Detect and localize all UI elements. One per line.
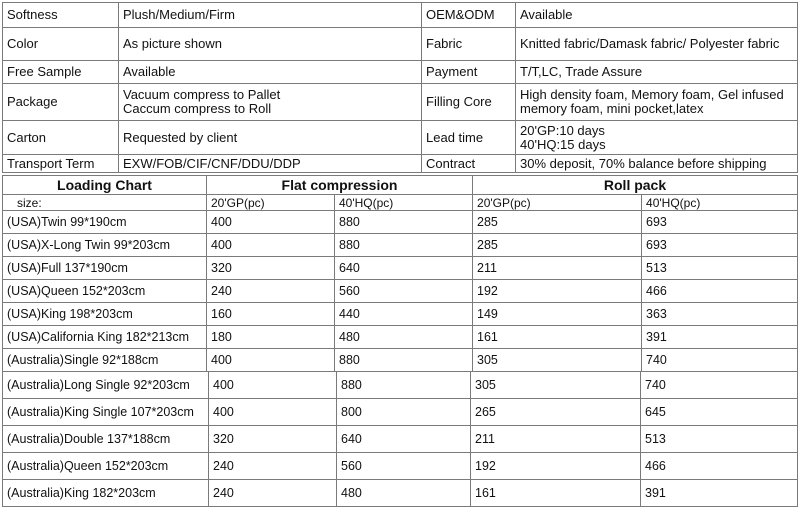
table-row — [3, 399, 798, 426]
leadtime-line-1: 20'GP:10 days — [520, 122, 605, 138]
roll-40hq-cell: 391 — [641, 480, 798, 507]
spec-row-package — [3, 84, 798, 121]
flat-20gp-header: 20'GP(pc) — [207, 195, 335, 211]
spec-value-softness: Plush/Medium/Firm — [119, 3, 422, 28]
flat-40hq-cell: 880 — [335, 234, 473, 257]
spec-label-fabric: Fabric — [422, 28, 516, 61]
spec-label-payment: Payment — [422, 61, 516, 84]
roll-40hq-cell: 645 — [641, 399, 798, 426]
roll-40hq-cell: 740 — [642, 349, 798, 372]
size-cell: (Australia)Double 137*188cm — [3, 426, 209, 453]
spec-value-sample: Available — [119, 61, 422, 84]
table-row — [3, 234, 798, 257]
roll-40hq-cell: 363 — [642, 303, 798, 326]
flat-40hq-cell: 640 — [335, 257, 473, 280]
size-cell: (Australia)Single 92*188cm — [3, 349, 207, 372]
table-row — [3, 326, 798, 349]
loading-header-row — [3, 176, 798, 195]
size-cell: (Australia)Long Single 92*203cm — [3, 372, 209, 399]
roll-20gp-cell: 192 — [471, 453, 641, 480]
roll-40hq-cell: 693 — [642, 211, 798, 234]
roll-40hq-cell: 513 — [642, 257, 798, 280]
flat-40hq-cell: 440 — [335, 303, 473, 326]
roll-40hq-cell: 693 — [642, 234, 798, 257]
spec-value-filling: High density foam, Memory foam, Gel infused memory foam, mini pocket,latex — [516, 84, 798, 121]
size-cell: (USA)Full 137*190cm — [3, 257, 207, 280]
flat-20gp-cell: 320 — [207, 257, 335, 280]
flat-20gp-cell: 400 — [209, 372, 337, 399]
table-row — [3, 303, 798, 326]
roll-20gp-cell: 285 — [473, 211, 642, 234]
size-cell: (Australia)King 182*203cm — [3, 480, 209, 507]
flat-compression-title: Flat compression — [207, 176, 473, 195]
size-label: size: — [3, 195, 207, 211]
flat-20gp-cell: 400 — [207, 211, 335, 234]
spec-label-softness: Softness — [3, 3, 119, 28]
roll-20gp-cell: 161 — [471, 480, 641, 507]
loading-chart-table — [2, 175, 798, 372]
size-cell: (USA)King 198*203cm — [3, 303, 207, 326]
spec-label-package: Package — [3, 84, 119, 121]
spec-value-oem: Available — [516, 3, 798, 28]
size-cell: (USA)X-Long Twin 99*203cm — [3, 234, 207, 257]
flat-20gp-cell: 400 — [209, 399, 337, 426]
package-line-1: Vacuum compress to Pallet — [123, 87, 281, 102]
flat-20gp-cell: 240 — [209, 453, 337, 480]
flat-40hq-cell: 560 — [337, 453, 471, 480]
flat-40hq-cell: 560 — [335, 280, 473, 303]
roll-40hq-cell: 740 — [641, 372, 798, 399]
roll-20gp-cell: 192 — [473, 280, 642, 303]
spec-label-filling: Filling Core — [422, 84, 516, 121]
size-cell: (USA)Queen 152*203cm — [3, 280, 207, 303]
flat-40hq-cell: 880 — [335, 211, 473, 234]
roll-20gp-cell: 211 — [471, 426, 641, 453]
spec-value-leadtime — [516, 121, 798, 155]
spec-value-package — [119, 84, 422, 121]
roll-20gp-cell: 149 — [473, 303, 642, 326]
flat-20gp-cell: 180 — [207, 326, 335, 349]
spec-label-contract: Contract — [422, 155, 516, 173]
loading-chart-title: Loading Chart — [3, 176, 207, 195]
table-row — [3, 426, 798, 453]
loading-chart-table-continued — [2, 371, 798, 507]
flat-20gp-cell: 320 — [209, 426, 337, 453]
spec-label-leadtime: Lead time — [422, 121, 516, 155]
roll-40hq-cell: 466 — [642, 280, 798, 303]
spec-row-color — [3, 28, 798, 61]
table-row — [3, 453, 798, 480]
spec-value-payment: T/T,LC, Trade Assure — [516, 61, 798, 84]
roll-40hq-cell: 466 — [641, 453, 798, 480]
table-row — [3, 280, 798, 303]
roll-20gp-cell: 305 — [471, 372, 641, 399]
flat-40hq-cell: 800 — [337, 399, 471, 426]
roll-20gp-cell: 265 — [471, 399, 641, 426]
spec-value-fabric: Knitted fabric/Damask fabric/ Polyester fabric — [516, 28, 798, 61]
flat-20gp-cell: 400 — [207, 349, 335, 372]
table-row — [3, 372, 798, 399]
spec-row-softness — [3, 3, 798, 28]
flat-20gp-cell: 400 — [207, 234, 335, 257]
size-cell: (Australia)Queen 152*203cm — [3, 453, 209, 480]
roll-20gp-header: 20'GP(pc) — [473, 195, 642, 211]
spec-value-carton: Requested by client — [119, 121, 422, 155]
size-cell: (USA)Twin 99*190cm — [3, 211, 207, 234]
flat-40hq-cell: 480 — [337, 480, 471, 507]
spec-value-color: As picture shown — [119, 28, 422, 61]
table-row — [3, 211, 798, 234]
table-row — [3, 480, 798, 507]
roll-pack-title: Roll pack — [473, 176, 798, 195]
size-cell: (USA)California King 182*213cm — [3, 326, 207, 349]
roll-40hq-cell: 391 — [642, 326, 798, 349]
size-cell: (Australia)King Single 107*203cm — [3, 399, 209, 426]
spec-label-carton: Carton — [3, 121, 119, 155]
flat-40hq-cell: 640 — [337, 426, 471, 453]
spec-row-transport — [3, 155, 798, 173]
flat-40hq-cell: 880 — [335, 349, 473, 372]
spec-row-carton — [3, 121, 798, 155]
table-row — [3, 257, 798, 280]
spec-row-sample — [3, 61, 798, 84]
roll-20gp-cell: 305 — [473, 349, 642, 372]
package-line-2: Caccum compress to Roll — [123, 101, 272, 116]
loading-rows — [3, 211, 798, 372]
roll-40hq-cell: 513 — [641, 426, 798, 453]
spec-value-contract: 30% deposit, 70% balance before shipping — [516, 155, 798, 173]
flat-40hq-header: 40'HQ(pc) — [335, 195, 473, 211]
flat-20gp-cell: 160 — [207, 303, 335, 326]
spec-table — [2, 2, 798, 173]
roll-20gp-cell: 211 — [473, 257, 642, 280]
spec-value-transport: EXW/FOB/CIF/CNF/DDU/DDP — [119, 155, 422, 173]
spec-label-sample: Free Sample — [3, 61, 119, 84]
roll-20gp-cell: 161 — [473, 326, 642, 349]
spec-label-oem: OEM&ODM — [422, 3, 516, 28]
table-row — [3, 349, 798, 372]
flat-20gp-cell: 240 — [207, 280, 335, 303]
roll-40hq-header: 40'HQ(pc) — [642, 195, 798, 211]
roll-20gp-cell: 285 — [473, 234, 642, 257]
spec-label-transport: Transport Term — [3, 155, 119, 173]
loading-subheader-row — [3, 195, 798, 211]
flat-40hq-cell: 880 — [337, 372, 471, 399]
loading-rows-continued — [3, 372, 798, 507]
leadtime-line-2: 40'HQ:15 days — [520, 136, 606, 152]
flat-40hq-cell: 480 — [335, 326, 473, 349]
spec-label-color: Color — [3, 28, 119, 61]
flat-20gp-cell: 240 — [209, 480, 337, 507]
